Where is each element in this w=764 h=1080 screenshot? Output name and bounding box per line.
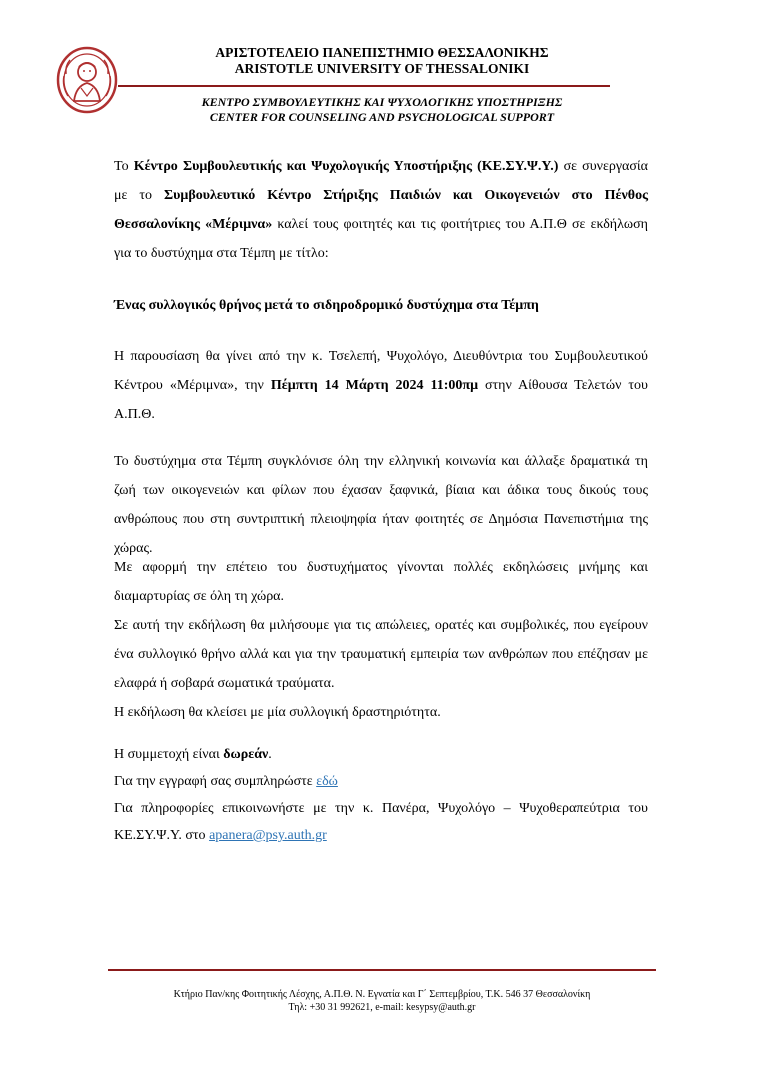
partner-name-bold: Συμβουλευτικό Κέντρο Στήριξης Παιδιών και Οικογενειών στο Πένθος Θεσσαλονίκης «Μέριμνα» (114, 188, 648, 232)
anniversary-paragraph: Με αφορμή την επέτειο του δυστυχήματος γίνονται πολλές εκδηλώσεις μνήμης και διαμαρτυρίας σε όλη τη χώρα. (114, 560, 648, 604)
intro-text-2: σε συνεργασία με το (114, 159, 648, 203)
registration-line (114, 768, 648, 795)
center-name-greek: ΚΕΝΤΡΟ ΣΥΜΒΟΥΛΕΥΤΙΚΗΣ ΚΑΙ ΨΥΧΟΛΟΓΙΚΗΣ ΥΠΟΣΤΗΡΙΞΗΣ (201, 95, 563, 109)
event-datetime: Πέμπτη 14 Μάρτη 2024 11:00πμ (270, 378, 479, 393)
presentation-text-2: στην Αίθουσα Τελετών του Α.Π.Θ. (114, 378, 648, 422)
description-paragraph: Το δυστύχημα στα Τέμπη συγκλόνισε όλη την ελληνική κοινωνία και άλλαξε δραματικά τη ζωή των οικογενειών και φίλων που έχασαν ξαφνικά, βίαια και άδικα τους δικούς τους ανθρώπους που στη συντριπτική πλειοψηφία ήταν φοιτητές σε Δημόσια Πανεπιστήμια της χώρας. (114, 454, 648, 556)
registration-text: Για την εγγραφή σας συμπληρώστε (114, 774, 317, 789)
intro-text-1: Το (114, 159, 134, 174)
contact-text: Για πληροφορίες επικοινωνήστε με την κ. Πανέρα, Ψυχολόγο – Ψυχοθεραπεύτρια του ΚΕ.ΣΥ.Ψ.Υ. στο (114, 801, 648, 843)
university-name-greek: ΑΡΙΣΤΟΤΕΛΕΙΟ ΠΑΝΕΠΙΣΤΗΜΙΟ ΘΕΣΣΑΛΟΝΙΚΗΣ (215, 45, 549, 60)
contact-paragraph (114, 795, 648, 849)
header-divider (118, 85, 610, 87)
university-seal-icon (56, 46, 118, 114)
footer-address: Κτήριο Παν/κης Φοιτητικής Λέσχης, Α.Π.Θ. Ν. Εγνατία και Γ΄ Σεπτεμβρίου, Τ.Κ. 546 37 Θεσσαλονίκη (173, 989, 591, 1000)
description-continued (114, 553, 648, 727)
footer-contact: Τηλ: +30 31 992621, e-mail: kesypsy@auth.gr (288, 1002, 476, 1013)
center-name-english: CENTER FOR COUNSELING AND PSYCHOLOGICAL SUPPORT (209, 110, 555, 124)
center-name-bold: Κέντρο Συμβουλευτικής και Ψυχολογικής Υποστήριξης (ΚΕ.ΣΥ.Ψ.Υ.) (133, 159, 559, 174)
free-label: δωρεάν (223, 747, 269, 762)
registration-link[interactable]: εδώ (316, 774, 338, 789)
event-title: Ένας συλλογικός θρήνος μετά το σιδηροδρομικό δυστύχημα στα Τέμπη (114, 298, 539, 313)
participation-text: Η συμμετοχή είναι (114, 747, 224, 762)
university-name-english: ARISTOTLE UNIVERSITY OF THESSALONIKI (234, 61, 530, 76)
presentation-text-1: Η παρουσίαση θα γίνει από την κ. Τσελεπή, Ψυχολόγο, Διευθύντρια του Συμβουλευτικού Κέντρου «Μέριμνα», την (114, 349, 648, 393)
info-block (114, 741, 648, 849)
footer-divider (108, 969, 656, 971)
presentation-paragraph (114, 342, 648, 429)
closing-activity-paragraph: Η εκδήλωση θα κλείσει με μία συλλογική δραστηριότητα. (114, 705, 441, 720)
participation-period: . (268, 747, 272, 762)
participation-line (114, 741, 648, 768)
topics-paragraph: Σε αυτή την εκδήλωση θα μιλήσουμε για τις απώλειες, ορατές και συμβολικές, που εγείρουν ένα συλλογικό θρήνο αλλά και για την τραυματική εμπειρία των ανθρώπων που επέζησαν με ελαφρά ή σοβαρά σωματικά τραύματα. (114, 618, 648, 691)
intro-paragraph (114, 152, 648, 268)
contact-email-link[interactable]: apanera@psy.auth.gr (209, 828, 327, 843)
intro-text-3: καλεί τους φοιτητές και τις φοιτήτριες του Α.Π.Θ σε εκδήλωση για το δυστύχημα στα Τέμπη με τίτλο: (114, 217, 648, 261)
